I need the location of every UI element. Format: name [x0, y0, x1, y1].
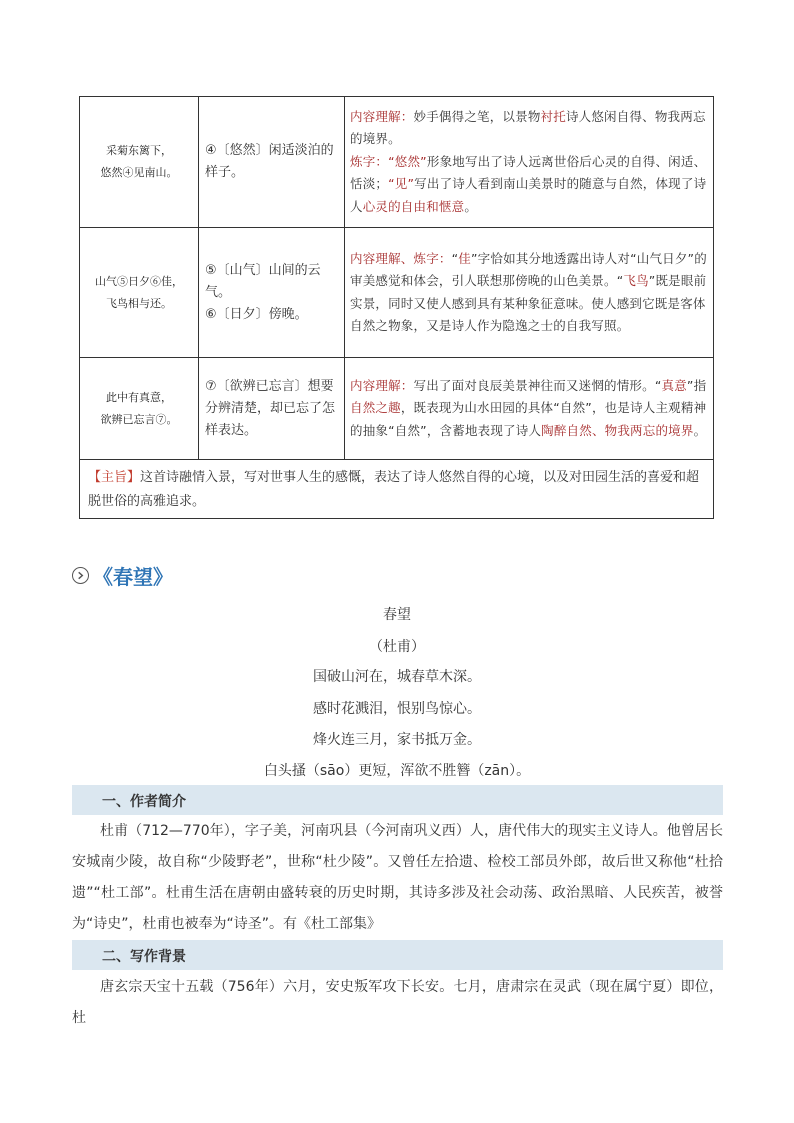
poem-line: 采菊东篱下， [106, 144, 172, 157]
poem-lines-cell [80, 228, 199, 358]
poem-line: 飞鸟相与还。 [106, 296, 172, 310]
poem-title: 春望 [383, 607, 411, 623]
author-intro-paragraph: 杜甫（712—770年），字子美，河南巩县（今河南巩义西）人，唐代伟大的现实主义诗人。他曾居长安城南少陵，故自称“少陵野老”，世称“杜少陵”。又曾任左拾遗、检校工部员外郎，故后世又称他“杜拾遗”“杜工部”。杜甫生活在唐朝由盛转衰的历史时期，其诗多涉及社会动荡、政治黑暗、人民疾苦，被誉为“诗史”，杜甫也被奉为“诗圣”。有《杜工部集》 [72, 823, 723, 932]
explanation-cell [345, 97, 714, 228]
explanation-text: “ [451, 250, 459, 266]
highlight-text: “见” [388, 176, 415, 192]
explanation-text: 写出了诗人看到南山美景时的随意与自然，体现了诗人 [350, 176, 707, 214]
highlight-text: 佳 [458, 250, 471, 266]
explanation-text: ”指 [686, 377, 707, 393]
explanation-text: 。 [693, 422, 707, 438]
explanation-text: 写出了面对良辰美景神往而又迷惘的情形。“ [413, 377, 662, 393]
table-row [80, 97, 714, 228]
theme-label: 【主旨】 [88, 470, 141, 485]
poem-analysis-table [79, 96, 714, 519]
poem-line: 欲辨已忘言⑦。 [100, 412, 178, 426]
section-title [72, 561, 173, 590]
explanation-label: 内容理解、炼字： [350, 250, 452, 266]
highlight-text: 自然之趣 [350, 400, 401, 416]
annotation-text: ⑥〔日夕〕傍晚。 [205, 306, 308, 322]
poem-line: 烽火连三月，家书抵万金。 [313, 732, 481, 748]
poem-line: 感时花溅泪，恨别鸟惊心。 [313, 701, 481, 717]
annotation-text: ⑤〔山气〕山间的云气。 [205, 262, 321, 300]
explanation-cell [345, 358, 714, 460]
explanation-text: 。 [464, 198, 478, 214]
poem-line: 悠然④见南山。 [100, 166, 178, 179]
table-row [80, 228, 714, 358]
heading-background: 二、写作背景 [102, 949, 186, 965]
explanation-text: ，既表现为山水田园的具体“自然”，也是诗人主观精神的抽象“自然”，含蓄地表现了诗人 [350, 400, 707, 438]
poem-lines-cell [80, 97, 199, 228]
table-row [80, 358, 714, 460]
explanation-text: ”既是眼前实景，同时又使人感到具有某种象征意味。使人感到它既是客体自然之物象，又是诗人作为隐逸之士的自我写照。 [350, 273, 707, 333]
highlight-text: 陶醉自然、物我两忘的境界 [541, 422, 694, 438]
highlight-text: 真意 [661, 377, 687, 393]
table-row [80, 460, 714, 519]
poem-lines-cell [80, 358, 199, 460]
explanation-text: ”字恰如其分地透露出诗人对“山气日夕”的审美感觉和体会，引人联想那傍晚的山色美景。“ [350, 250, 707, 288]
explanation-label: 炼字： [350, 153, 389, 169]
poem-line: 山气⑤日夕⑥佳， [95, 274, 183, 288]
annotation-cell [199, 228, 345, 358]
explanation-cell [345, 228, 714, 358]
explanation-text: 形象地写出了诗人远离世俗后心灵的自得、闲适、恬淡； [350, 153, 707, 192]
theme-text: 这首诗融情入景，写对世事人生的感慨，表达了诗人悠然自得的心境，以及对田园生活的喜爱和超脱世俗的高雅追求。 [88, 470, 700, 509]
explanation-paragraph [350, 151, 709, 219]
explanation-paragraph [350, 375, 709, 443]
explanation-text: 妙手偶得之笔，以景物 [413, 108, 541, 124]
explanation-paragraph [350, 248, 709, 338]
heading-author-intro: 一、作者简介 [102, 794, 186, 810]
highlight-text: 飞鸟 [623, 273, 649, 288]
explanation-paragraph [350, 106, 709, 151]
poem-author: （杜甫） [369, 639, 425, 655]
background-paragraph: 唐玄宗天宝十五载（756年）六月，安史叛军攻下长安。七月，唐肃宗在灵武（现在属宁夏）即位，杜 [72, 979, 723, 1026]
poem-line: 白头搔（sāo）更短，浑欲不胜簪（zān）。 [263, 763, 531, 779]
play-circle-icon [72, 567, 89, 584]
theme-summary-cell [80, 460, 714, 519]
poem-line: 此中有真意， [106, 390, 172, 404]
heading-band-author [72, 785, 723, 815]
explanation-text: 诗人悠闲自得、物我两忘的境界。 [350, 108, 706, 147]
annotation-text: ④〔悠然〕闲适淡泊的样子。 [205, 143, 334, 180]
section-title-text: 《春望》 [93, 565, 173, 589]
annotation-cell [199, 97, 345, 228]
explanation-label: 内容理解： [350, 377, 414, 393]
annotation-cell [199, 358, 345, 460]
heading-band-background [72, 940, 723, 970]
highlight-text: 心灵的自由和惬意 [362, 198, 465, 214]
poem-line: 国破山河在，城春草木深。 [313, 669, 481, 685]
annotation-text: ⑦〔欲辨已忘言〕想要分辨清楚，却已忘了怎样表达。 [205, 378, 336, 438]
highlight-text: 衬托 [540, 108, 566, 124]
highlight-text: “悠然” [388, 153, 427, 169]
explanation-label: 内容理解： [350, 108, 414, 124]
